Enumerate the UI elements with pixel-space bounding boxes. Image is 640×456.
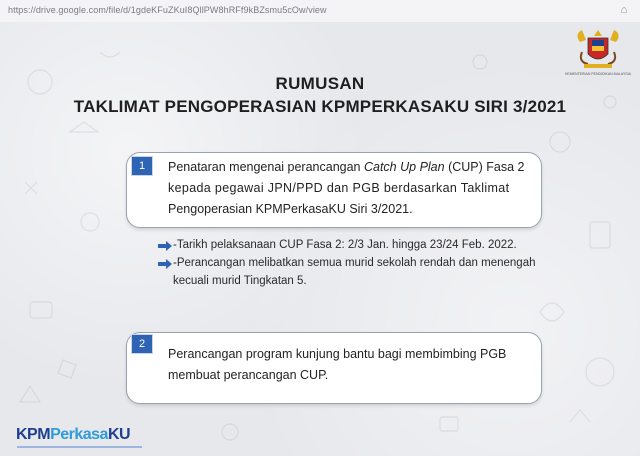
summary-card-1-text [168,157,524,220]
item-number-badge-2: 2 [131,334,153,354]
slide-subtitle: TAKLIMAT PENGOPERASIAN KPMPERKASAKU SIRI 3/2021 [73,97,567,116]
item-number-badge-1: 1 [131,156,153,176]
extension-icon[interactable]: ⌂ [620,4,628,16]
bullet-item-1: -Tarikh pelaksanaan CUP Fasa 2: 2/3 Jan. hingga 23/24 Feb. 2022. [173,239,517,251]
arrow-right-icon [158,259,172,269]
bullet-item-2-continued: kecuali murid Tingkatan 5. [173,275,307,287]
slide-title: RUMUSAN [275,74,365,93]
presentation-slide [0,22,640,456]
summary-card-2-text [168,344,506,386]
government-crest-logo [570,28,626,72]
browser-address-bar[interactable] [0,0,640,23]
card1-line1: Penataran mengenai perancangan Catch Up Plan (CUP) Fasa 2 [168,160,525,174]
card2-line2: membuat perancangan CUP. [168,368,329,382]
logo-underline [17,446,142,448]
card1-line3: Pengoperasian KPMPerkasaKU Siri 3/2021. [168,202,413,216]
card1-line2: kepada pegawai JPN/PPD dan PGB berdasarkan Taklimat [168,181,510,195]
bullet-item-2: -Perancangan melibatkan semua murid sekolah rendah dan menengah [173,257,536,269]
url-text[interactable]: https://drive.google.com/file/d/1gdeKFuZKuI8QllPW8hRFf9kBZsmu5cOw/view [8,5,327,15]
kpmperkasaku-logo [16,426,146,456]
card2-line1: Perancangan program kunjung bantu bagi membimbing PGB [168,347,507,361]
logo-text-ku: KU [107,426,131,443]
logo-text-perkasa: Perkasa [50,426,108,443]
arrow-right-icon [158,241,172,251]
logo-text-kpm: KPM [16,426,51,443]
crest-caption: KEMENTERIAN PENDIDIKAN MALAYSIA [565,72,631,76]
